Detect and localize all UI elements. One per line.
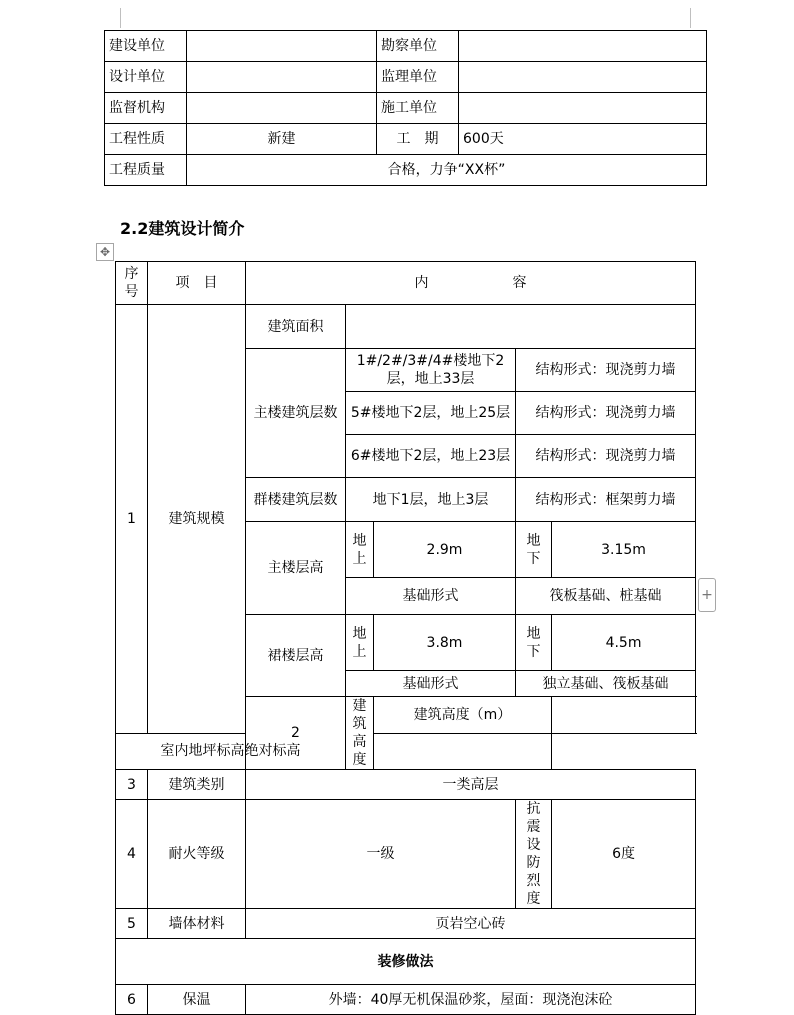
row-item: 保温 — [148, 985, 246, 1015]
height-value[interactable] — [552, 697, 696, 734]
row-item: 墙体材料 — [148, 909, 246, 939]
above-height-value: 2.9m — [374, 522, 516, 578]
value-cell[interactable] — [459, 93, 707, 124]
value-cell[interactable]: 600天 — [459, 124, 707, 155]
table-row — [116, 305, 696, 349]
main-floors-label: 主楼建筑层数 — [246, 349, 346, 478]
quality-label: 工程质量 — [105, 155, 187, 186]
table-row — [116, 262, 696, 305]
header-no: 序号 — [116, 262, 148, 305]
above-ground-label: 地上 — [346, 522, 374, 578]
group-floors-label: 群楼建筑层数 — [246, 478, 346, 522]
add-column-plus-icon[interactable]: + — [698, 578, 716, 612]
row-no: 3 — [116, 770, 148, 800]
area-label: 建筑面积 — [246, 305, 346, 349]
design-table — [115, 261, 696, 1015]
table-move-handle-icon[interactable]: ✥ — [96, 243, 114, 261]
margin-mark-right — [690, 8, 691, 28]
header-content: 内 容 — [246, 262, 696, 305]
value-cell[interactable] — [187, 62, 377, 93]
table-row — [116, 770, 696, 800]
label-cell: 施工单位 — [377, 93, 459, 124]
foundation-label: 基础形式 — [346, 578, 516, 615]
table-row — [105, 155, 707, 186]
floors-desc: 地下1层，地上3层 — [346, 478, 516, 522]
row-item: 建筑高度 — [346, 697, 374, 770]
label-cell: 设计单位 — [105, 62, 187, 93]
fire-rating-value: 一级 — [246, 800, 516, 909]
value-cell[interactable] — [187, 31, 377, 62]
value-cell[interactable]: 新建 — [187, 124, 377, 155]
table-row — [116, 800, 696, 909]
label-cell: 工程性质 — [105, 124, 187, 155]
table-row — [105, 62, 707, 93]
below-height-value: 3.15m — [552, 522, 696, 578]
label-cell: 监理单位 — [377, 62, 459, 93]
foundation-value: 独立基础、筏板基础 — [516, 671, 696, 697]
value-cell[interactable] — [459, 31, 707, 62]
area-value[interactable] — [346, 305, 696, 349]
row-no: 1 — [116, 305, 148, 734]
floors-desc: 1#/2#/3#/4#楼地下2层，地上33层 — [346, 349, 516, 392]
foundation-value: 筏板基础、桩基础 — [516, 578, 696, 615]
structure-type: 结构形式：现浇剪力墙 — [516, 392, 696, 435]
row-no: 5 — [116, 909, 148, 939]
above-height-value: 3.8m — [374, 615, 516, 671]
value-cell[interactable] — [187, 93, 377, 124]
row-item: 建筑规模 — [148, 305, 246, 734]
header-item: 项 目 — [148, 262, 246, 305]
table-row — [105, 124, 707, 155]
row-item: 建筑类别 — [148, 770, 246, 800]
height-label: 建筑高度（m） — [374, 697, 552, 734]
table-row — [116, 939, 696, 985]
indoor-elevation-label: 室内地坪标高绝对标高 — [116, 733, 346, 770]
label-cell: 监督机构 — [105, 93, 187, 124]
table-row — [105, 31, 707, 62]
label-cell: 建设单位 — [105, 31, 187, 62]
podium-height-label: 裙楼层高 — [246, 615, 346, 697]
structure-type: 结构形式：框架剪力墙 — [516, 478, 696, 522]
label-cell: 勘察单位 — [377, 31, 459, 62]
foundation-label: 基础形式 — [346, 671, 516, 697]
row-item: 耐火等级 — [148, 800, 246, 909]
seismic-label: 抗震设防烈度 — [516, 800, 552, 909]
below-ground-label: 地下 — [516, 615, 552, 671]
floors-desc: 6#楼地下2层，地上23层 — [346, 435, 516, 478]
section-title: 2.2建筑设计简介 — [120, 219, 245, 238]
decoration-title: 装修做法 — [116, 939, 696, 985]
indoor-elevation-value[interactable] — [374, 733, 552, 770]
building-category-value: 一类高层 — [246, 770, 696, 800]
row-no: 2 — [246, 697, 346, 770]
floors-desc: 5#楼地下2层，地上25层 — [346, 392, 516, 435]
label-cell: 工 期 — [377, 124, 459, 155]
main-height-label: 主楼层高 — [246, 522, 346, 615]
insulation-value: 外墙：40厚无机保温砂浆，屋面：现浇泡沫砼 — [246, 985, 696, 1015]
table-row — [116, 985, 696, 1015]
quality-value[interactable]: 合格，力争“XX杯” — [187, 155, 707, 186]
row-no: 4 — [116, 800, 148, 909]
structure-type: 结构形式：现浇剪力墙 — [516, 435, 696, 478]
below-height-value: 4.5m — [552, 615, 696, 671]
project-info-table — [104, 30, 707, 186]
seismic-value: 6度 — [552, 800, 696, 909]
margin-mark-left — [120, 8, 121, 28]
above-ground-label: 地上 — [346, 615, 374, 671]
table-row — [116, 909, 696, 939]
below-ground-label: 地下 — [516, 522, 552, 578]
table-row — [105, 93, 707, 124]
structure-type: 结构形式：现浇剪力墙 — [516, 349, 696, 392]
wall-material-value: 页岩空心砖 — [246, 909, 696, 939]
row-no: 6 — [116, 985, 148, 1015]
value-cell[interactable] — [459, 62, 707, 93]
table-row — [116, 733, 696, 770]
